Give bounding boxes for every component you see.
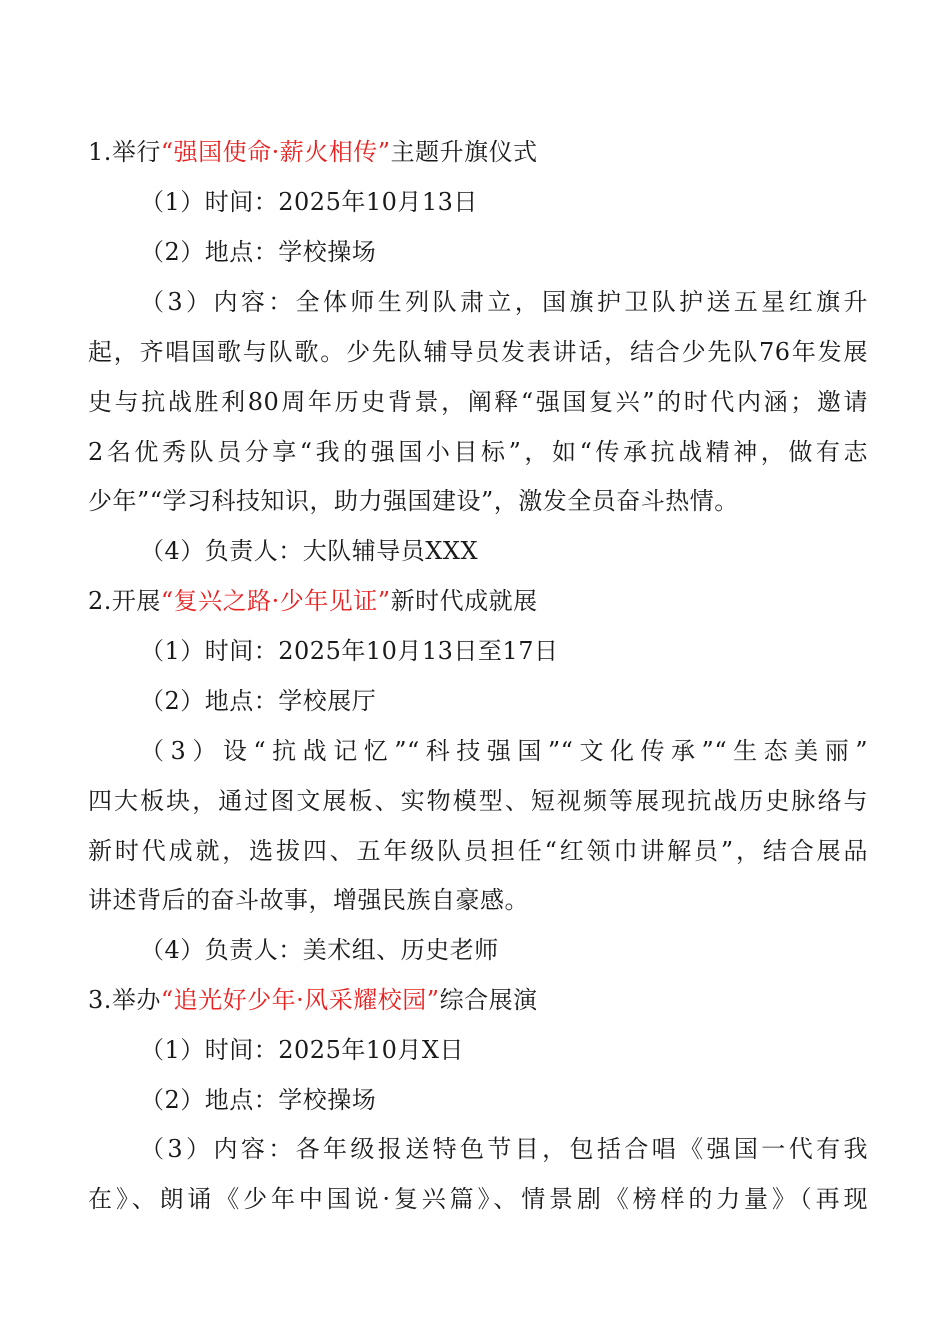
section-1-place: （2）地点：学校操场 [140,238,377,266]
section-2-content-line-2: 四大板块，通过图文展板、实物模型、短视频等展现抗战历史脉络与 [88,787,868,815]
section-1-content-line-5: 少年”“学习科技知识，助力强国建设”，激发全员奋斗热情。 [88,487,739,515]
section-1-heading-prefix: 1.举行 [88,138,161,166]
section-1-heading [88,135,868,169]
section-2-owner: （4）负责人：美术组、历史老师 [140,936,499,964]
section-2-content-line-3: 新时代成就，选拔四、五年级队员担任“红领巾讲解员”，结合展品 [88,837,868,865]
section-3-time: （1）时间：2025年10月X日 [140,1036,464,1064]
section-2-heading-highlight: “复兴之路·少年见证” [160,587,391,615]
section-2-heading-prefix: 2.开展 [88,587,161,615]
section-1-time: （1）时间：2025年10月13日 [140,188,478,216]
section-3-place: （2）地点：学校操场 [140,1086,377,1114]
section-1-owner: （4）负责人：大队辅导员XXX [140,537,479,565]
section-3-content-line-2: 在》、朗诵《少年中国说·复兴篇》、情景剧《榜样的力量》（再现 [88,1185,868,1213]
section-2-heading [88,584,868,618]
section-3-content-line-1: （3）内容：各年级报送特色节目，包括合唱《强国一代有我 [140,1135,868,1163]
section-1-content-line-2: 起，齐唱国歌与队歌。少先队辅导员发表讲话，结合少先队76年发展 [88,338,868,366]
section-3-heading-prefix: 3.举办 [88,986,161,1014]
section-2-time: （1）时间：2025年10月13日至17日 [140,637,559,665]
section-2-place: （2）地点：学校展厅 [140,687,377,715]
section-1-content-line-4: 2名优秀队员分享“我的强国小目标”，如“传承抗战精神，做有志 [88,438,868,466]
section-3-heading-suffix: 综合展演 [439,986,538,1014]
section-2-content-line-4: 讲述背后的奋斗故事，增强民族自豪感。 [88,886,529,914]
section-1-heading-highlight: “强国使命·薪火相传” [160,138,391,166]
section-1-content-line-1: （3）内容：全体师生列队肃立，国旗护卫队护送五星红旗升 [140,288,868,316]
section-2-content-line-1: （3）设“抗战记忆”“科技强国”“文化传承”“生态美丽” [140,737,868,765]
section-3-heading-highlight: “追光好少年·风采耀校园” [160,986,440,1014]
section-1-content-line-3: 史与抗战胜利80周年历史背景，阐释“强国复兴”的时代内涵；邀请 [88,388,868,416]
section-3-heading [88,983,868,1017]
section-2-heading-suffix: 新时代成就展 [390,587,538,615]
section-1-heading-suffix: 主题升旗仪式 [390,138,538,166]
